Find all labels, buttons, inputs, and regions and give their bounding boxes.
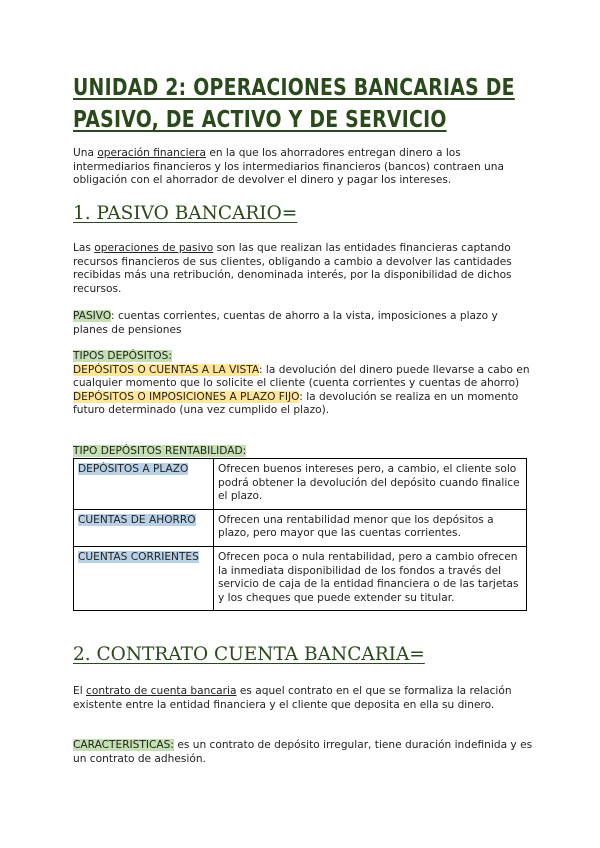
- table-row: [74, 509, 527, 546]
- plazo-text: : la devolución se realiza en un momento futuro determinado (una vez cumplido el plazo).: [73, 390, 519, 417]
- intro-term: operación financiera: [97, 147, 206, 159]
- section-2-title: 2. CONTRATO CUENTA BANCARIA=: [73, 644, 425, 665]
- table-row: [74, 546, 527, 610]
- deposit-type-name: CUENTAS CORRIENTES: [78, 550, 199, 563]
- contrato-prefix: El: [73, 685, 87, 697]
- table-cell-type: [74, 546, 214, 610]
- contrato-paragraph: [73, 685, 533, 712]
- pasivo-prefix: Las: [73, 242, 95, 254]
- rentabilidad-label-line: [73, 445, 533, 459]
- table-row: [74, 459, 527, 510]
- caracteristicas-paragraph: [73, 739, 533, 766]
- plazo-label: DEPÓSITOS O IMPOSICIONES A PLAZO FIJO: [73, 390, 300, 403]
- caracteristicas-label: CARACTERISTICAS:: [73, 739, 174, 751]
- table-cell-type: [74, 459, 214, 510]
- table-cell-type: [74, 509, 214, 546]
- deposit-type-name: CUENTAS DE AHORRO: [78, 513, 196, 526]
- pasivo-term: operaciones de pasivo: [94, 242, 214, 254]
- pasivo-paragraph: [73, 242, 533, 296]
- contrato-text: es aquel contrato en el que se formaliza la relación existente entre la entidad financiera y el cliente que deposita en ella su dinero.: [73, 685, 512, 711]
- table-cell-description: Ofrecen poca o nula rentabilidad, pero a cambio ofrecen la inmediata disponibilidad de los fondos a través del servicio de caja de la entidad financiera o de las tarjetas y los cheques que puede extender su titular.: [214, 546, 527, 610]
- caracteristicas-text: es un contrato de depósito irregular, tiene duración indefinida y es un contrato de adhesión.: [73, 739, 533, 765]
- unit-title: [73, 72, 515, 136]
- deposit-type-name: DEPÓSITOS A PLAZO: [78, 463, 189, 475]
- unit-title-line-1: UNIDAD 2: OPERACIONES BANCARIAS DE: [73, 75, 515, 101]
- intro-prefix: Una: [73, 147, 98, 159]
- pasivo-label: PASIVO: [73, 310, 112, 322]
- deposit-types-table: [73, 458, 527, 611]
- pasivo-text: son las que realizan las entidades financieras captando recursos financieros de sus clientes, obligando a cambio a devolver las cantidades recibidas más una retribución, denominada interés, por la disponibilidad de dichos recursos.: [73, 242, 512, 295]
- pasivo-definition-text: : cuentas corrientes, cuentas de ahorro a la vista, imposiciones a plazo y planes de pensiones: [73, 310, 498, 336]
- vista-label: DEPÓSITOS O CUENTAS A LA VISTA: [73, 363, 259, 376]
- section-1-title: 1. PASIVO BANCARIO=: [73, 203, 298, 224]
- vista-text: : la devolución del dinero puede llevarse a cabo en cualquier momento que lo solicite el cliente (cuenta corrientes y cuentas de ahorro): [73, 363, 530, 390]
- table-cell-description: Ofrecen una rentabilidad menor que los depósitos a plazo, pero mayor que las cuentas corrientes.: [214, 509, 527, 546]
- table-cell-description: Ofrecen buenos intereses pero, a cambio, el cliente solo podrá obtener la devolución del depósito cuando finalice el plazo.: [214, 459, 527, 510]
- intro-paragraph: [73, 147, 533, 188]
- contrato-term: contrato de cuenta bancaria: [86, 685, 237, 697]
- tipos-depositos-block: [73, 350, 533, 418]
- rentabilidad-label: TIPO DEPÓSITOS RENTABILIDAD:: [73, 445, 247, 457]
- pasivo-definition: [73, 310, 533, 337]
- intro-text: en la que los ahorradores entregan dinero a los intermediarios financieros y los intermediarios financieros (bancos) contraen una obligación con el ahorrador de devolver el dinero y pagar los intereses.: [73, 147, 504, 187]
- tipos-depositos-label: TIPOS DEPÓSITOS:: [73, 350, 172, 362]
- unit-title-line-2: PASIVO, DE ACTIVO Y DE SERVICIO: [73, 107, 447, 133]
